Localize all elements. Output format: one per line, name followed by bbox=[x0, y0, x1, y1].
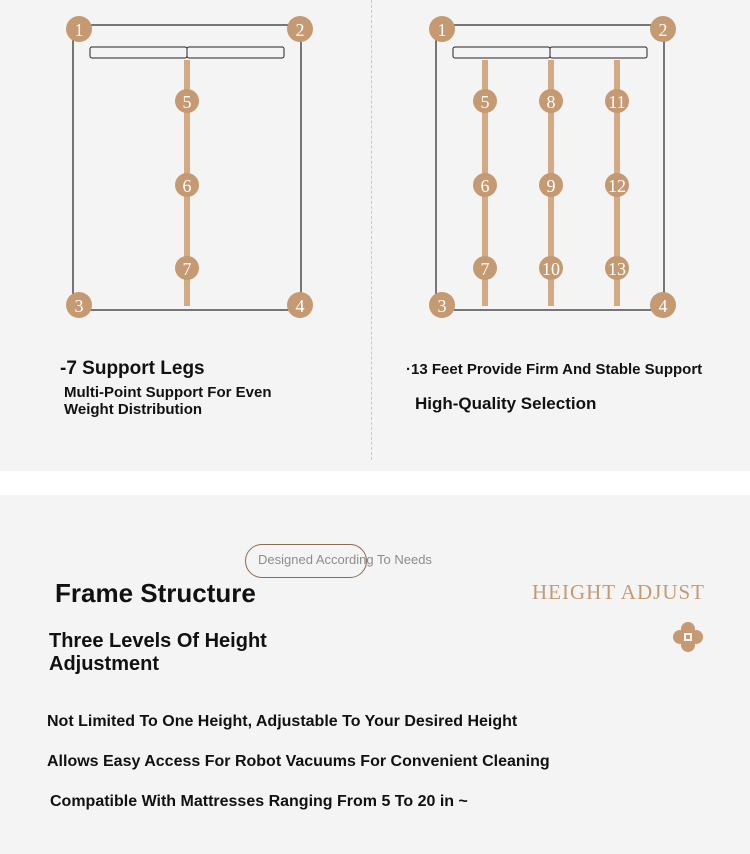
height-adjust-tag: HEIGHT ADJUST bbox=[531, 580, 705, 604]
section-subheading: Three Levels Of Height Adjustment bbox=[49, 630, 267, 675]
headboard-slat bbox=[90, 47, 187, 58]
feature-item: Allows Easy Access For Robot Vacuums For Convenient Cleaning bbox=[47, 753, 550, 770]
corner-number: 1 bbox=[437, 20, 447, 40]
corner-number: 3 bbox=[74, 296, 84, 316]
leg-number: 6 bbox=[480, 176, 490, 196]
section-heading: Frame Structure bbox=[55, 578, 256, 608]
corner-number: 4 bbox=[658, 296, 668, 316]
leg-number: 13 bbox=[608, 259, 626, 279]
leg-number: 7 bbox=[480, 259, 490, 279]
corner-number: 2 bbox=[295, 20, 305, 40]
right-caption-title: ·13 Feet Provide Firm And Stable Support bbox=[406, 361, 703, 378]
corner-number: 4 bbox=[295, 296, 305, 316]
right-caption-subtitle: High-Quality Selection bbox=[415, 394, 597, 413]
feature-item: Not Limited To One Height, Adjustable To Your Desired Height bbox=[47, 713, 518, 730]
left-frame-diagram bbox=[0, 0, 371, 340]
quatrefoil-icon bbox=[672, 621, 704, 653]
corner-number: 2 bbox=[658, 20, 668, 40]
headboard-slat bbox=[550, 47, 647, 58]
leg-number: 7 bbox=[182, 259, 192, 279]
corner-number: 1 bbox=[74, 20, 84, 40]
leg-number: 10 bbox=[542, 259, 560, 279]
left-caption-title: -7 Support Legs bbox=[60, 358, 205, 379]
leg-number: 12 bbox=[608, 176, 626, 196]
headboard-slat bbox=[453, 47, 550, 58]
leg-number: 5 bbox=[182, 92, 192, 112]
leg-number: 6 bbox=[182, 176, 192, 196]
leg-number: 8 bbox=[546, 92, 556, 112]
corner-number: 3 bbox=[437, 296, 447, 316]
feature-item: Compatible With Mattresses Ranging From 5 To 20 in ~ bbox=[50, 793, 468, 810]
right-frame-diagram bbox=[371, 0, 750, 340]
leg-number: 5 bbox=[480, 92, 490, 112]
leg-number: 11 bbox=[608, 92, 626, 112]
badge-text: Designed According To Needs bbox=[258, 552, 432, 567]
section-gap bbox=[0, 471, 750, 495]
leg-number: 9 bbox=[546, 176, 556, 196]
headboard-slat bbox=[187, 47, 284, 58]
left-caption-subtitle: Multi-Point Support For Even Weight Distribution bbox=[64, 384, 272, 418]
